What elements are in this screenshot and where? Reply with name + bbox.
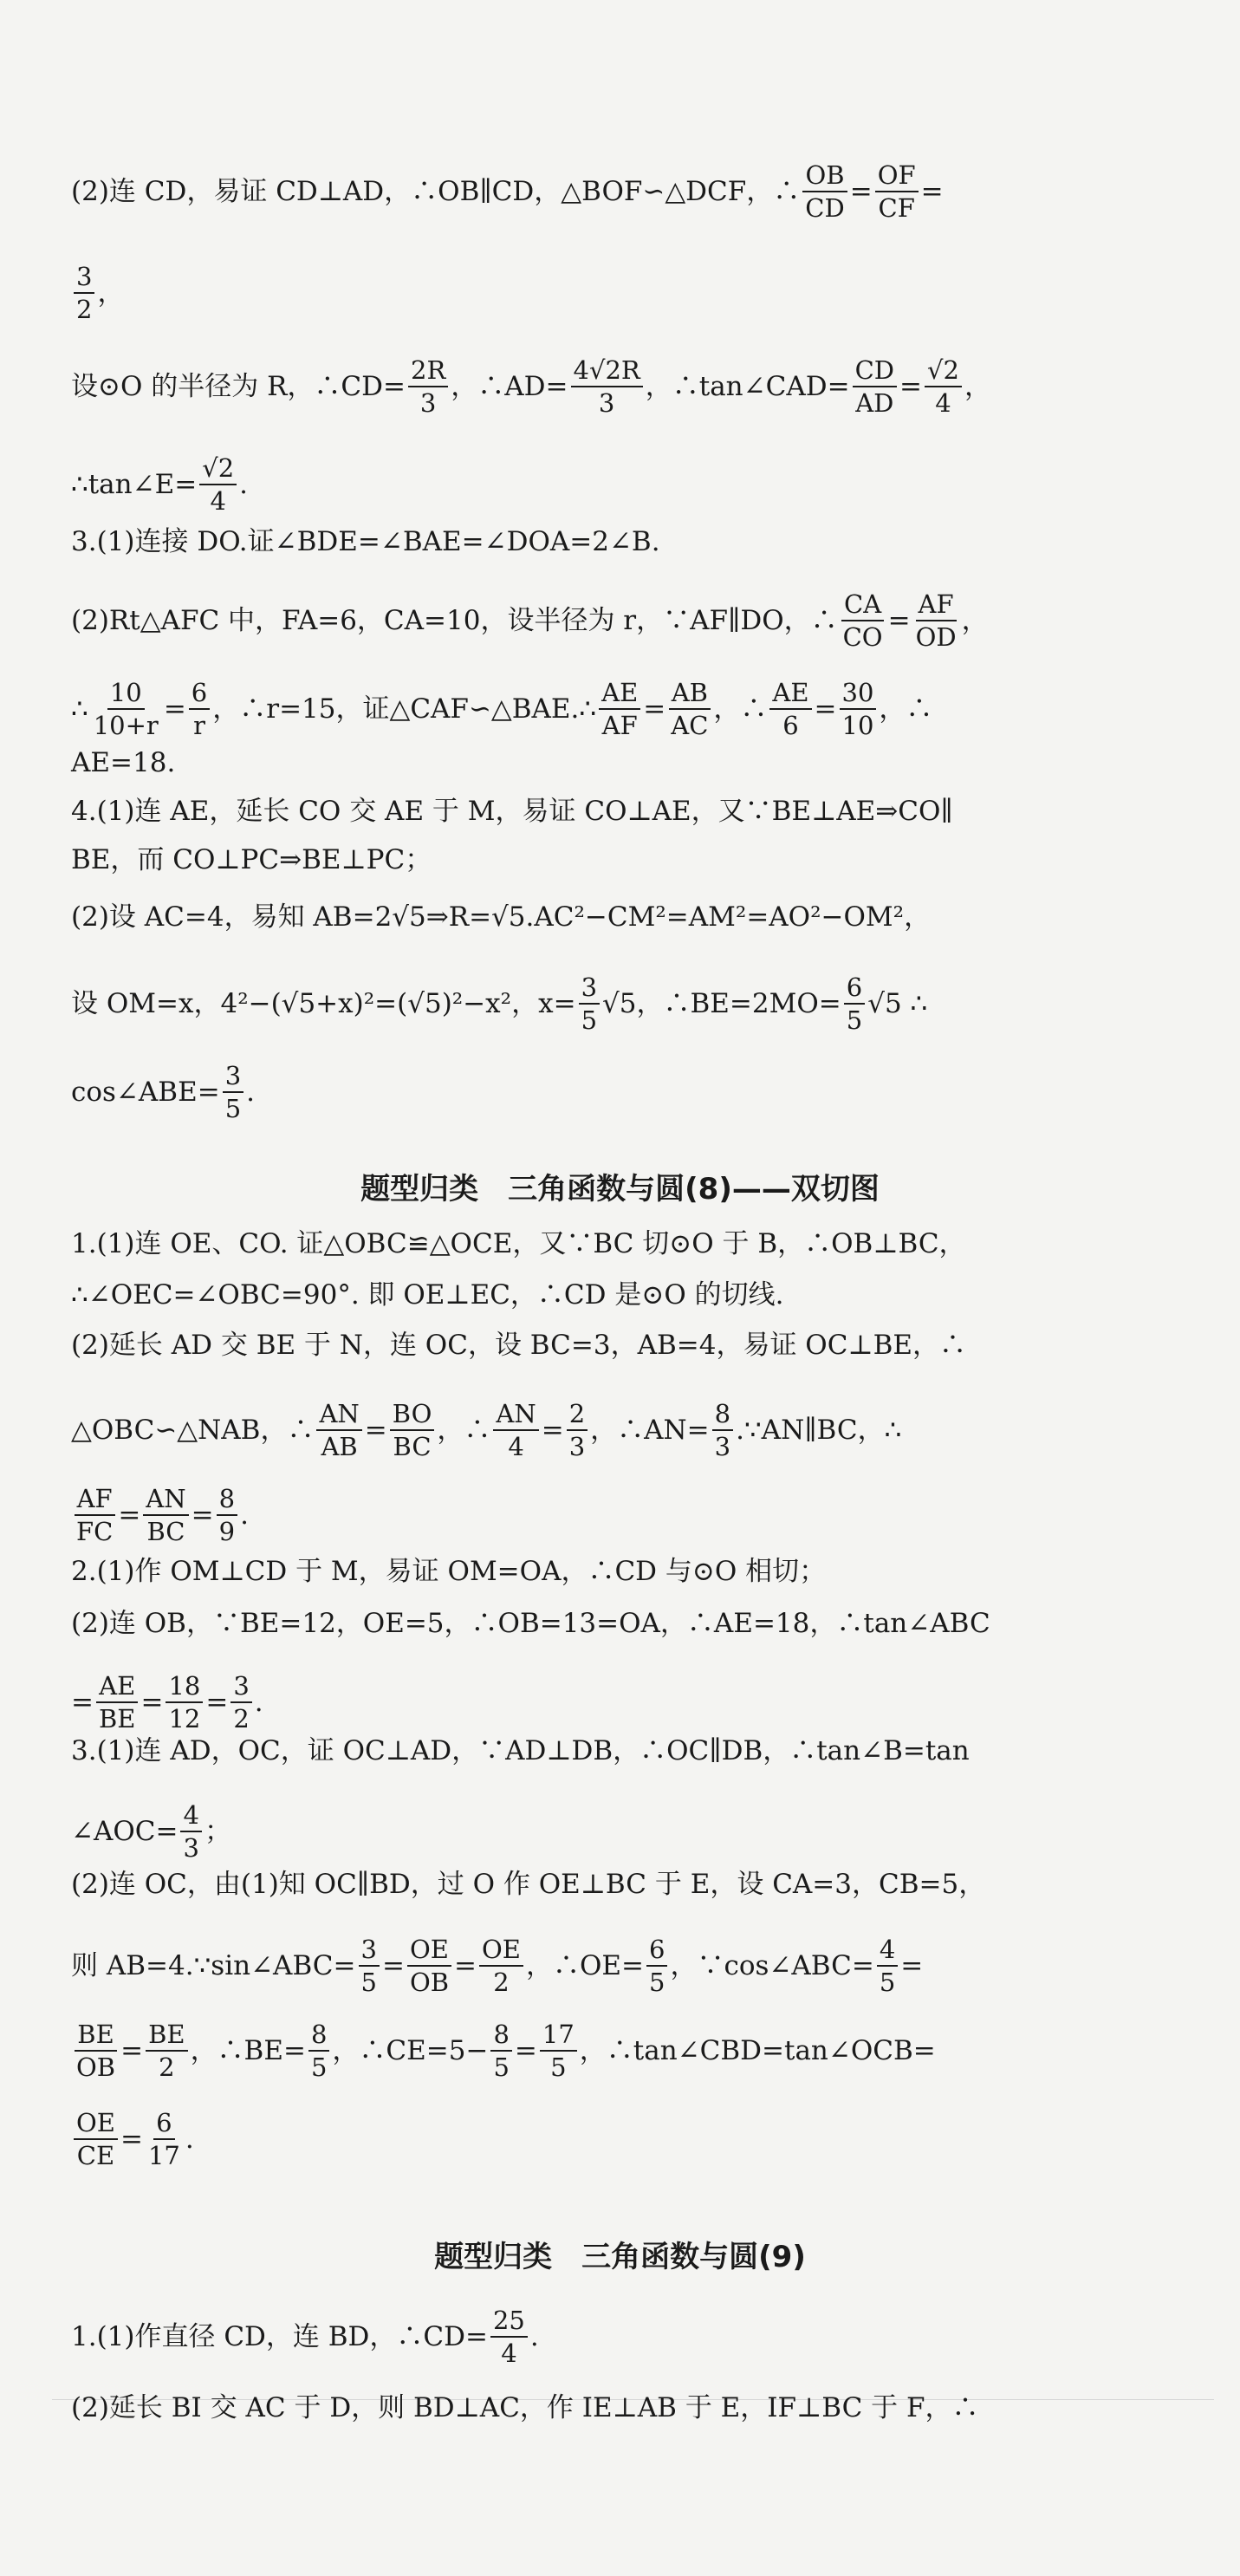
fraction-numerator: 3 <box>74 262 94 294</box>
text-segment: √5 ∴ <box>867 988 928 1019</box>
fraction-numerator: 8 <box>217 1484 237 1516</box>
fraction <box>925 355 962 418</box>
fraction-denominator: 3 <box>568 1432 586 1461</box>
fraction <box>712 1399 733 1461</box>
fraction-denominator: 12 <box>168 1704 201 1734</box>
text-segment: ，∴tan∠CAD= <box>645 371 850 402</box>
answer-line <box>71 1061 1136 1123</box>
fraction-numerator: √2 <box>925 355 962 387</box>
fraction <box>199 453 237 516</box>
answer-line <box>71 794 1136 829</box>
fraction-denominator: r <box>193 711 205 740</box>
fraction-numerator: 30 <box>840 678 877 710</box>
text-segment: 设⊙O 的半径为 R，∴CD= <box>71 371 406 402</box>
fraction-numerator: AB <box>669 678 711 710</box>
text-segment: (2)连 CD，易证 CD⊥AD，∴OB∥CD，△BOF∽△DCF，∴ <box>71 176 801 207</box>
text-segment: . <box>246 1077 255 1108</box>
fraction-numerator: 4 <box>877 1935 898 1967</box>
text-segment: ，∴OE= <box>525 1950 644 1981</box>
text-segment: (2)连 OC，由(1)知 OC∥BD，过 O 作 OE⊥BC 于 E，设 CA=3，CB=5， <box>71 1869 986 1900</box>
fraction-denominator: BC <box>393 1432 432 1461</box>
fraction-denominator: 6 <box>782 711 799 740</box>
fraction <box>230 1671 251 1734</box>
fraction <box>875 160 919 223</box>
fraction-numerator: 8 <box>712 1399 733 1431</box>
fraction-denominator: 4 <box>508 1432 524 1461</box>
fraction-denominator: OD <box>915 622 957 652</box>
fraction-numerator: BE <box>146 2020 187 2052</box>
fraction-numerator: AN <box>493 1399 538 1431</box>
fraction-denominator: 4 <box>210 486 226 516</box>
fraction-denominator: 5 <box>493 2052 510 2082</box>
fraction-numerator: 4√2R <box>571 355 643 387</box>
fraction-denominator: 3 <box>419 388 437 418</box>
text-segment: ，∴ <box>437 1415 491 1446</box>
fraction <box>74 2020 118 2082</box>
text-segment: . <box>239 469 249 500</box>
text-segment: . <box>529 2321 539 2352</box>
answer-line <box>71 2108 1136 2170</box>
fraction-denominator: 5 <box>846 1005 863 1035</box>
answer-line <box>71 1554 1136 1589</box>
answer-line <box>71 160 1136 223</box>
fraction-numerator: 4 <box>180 1800 201 1832</box>
text-segment: = <box>163 693 186 725</box>
fraction-numerator: √2 <box>199 453 237 485</box>
fraction <box>74 1484 115 1546</box>
answer-line <box>71 1399 1136 1461</box>
fraction-numerator: 6 <box>153 2108 174 2140</box>
fraction <box>96 1671 138 1734</box>
text-segment: 1.(1)作直径 CD，连 BD，∴CD= <box>71 2321 488 2352</box>
fraction-denominator: AF <box>601 711 638 740</box>
fraction-numerator: 2R <box>408 355 448 387</box>
fraction <box>490 2306 528 2368</box>
fraction <box>180 1800 201 1863</box>
fraction-denominator: 10+r <box>93 711 159 740</box>
answer-line <box>71 1800 1136 1863</box>
text-segment: = <box>887 605 911 636</box>
fraction <box>407 1935 451 1997</box>
fraction-numerator: CD <box>853 355 897 387</box>
fraction-numerator: 6 <box>844 973 865 1005</box>
text-segment: BE，而 CO⊥PC⇒BE⊥PC； <box>71 844 432 875</box>
fraction <box>166 1671 203 1734</box>
fraction-denominator: AD <box>855 388 894 418</box>
text-segment: ，∴ <box>713 693 768 725</box>
text-segment: ，∴tan∠CBD=tan∠OCB= <box>579 2035 936 2066</box>
fraction <box>599 678 640 740</box>
fraction-numerator: 6 <box>189 678 210 710</box>
answer-line <box>71 453 1136 516</box>
answer-line <box>71 1328 1136 1363</box>
text-segment: (2)设 AC=4，易知 AB=2√5⇒R=√5.AC²−CM²=AM²=AO²−OM²， <box>71 901 932 933</box>
fraction-numerator: AF <box>75 1484 115 1516</box>
text-segment: ， <box>97 277 125 309</box>
fraction <box>571 355 643 418</box>
fraction-denominator: CE <box>76 2141 115 2170</box>
text-segment: = <box>920 176 944 207</box>
fraction <box>189 678 210 740</box>
fraction-numerator: AN <box>316 1399 361 1431</box>
answer-line <box>71 1734 1136 1768</box>
fraction <box>408 355 448 418</box>
text-segment: 则 AB=4.∵sin∠ABC= <box>71 1950 356 1981</box>
text-segment: (2)Rt△AFC 中，FA=6，CA=10，设半径为 r，∵AF∥DO，∴ <box>71 605 838 636</box>
fraction <box>540 2020 577 2082</box>
text-segment: = <box>899 371 922 402</box>
fraction-numerator: 3 <box>579 973 600 1005</box>
fraction-denominator: 2 <box>233 1704 250 1734</box>
fraction-denominator: 5 <box>649 1968 665 1997</box>
text-segment: ，∵cos∠ABC= <box>670 1950 874 1981</box>
text-segment: cos∠ABE= <box>71 1077 220 1108</box>
fraction-numerator: AE <box>769 678 811 710</box>
section-heading-8: 题型归类 三角函数与圆(8)——双切图 <box>360 1172 880 1207</box>
fraction-denominator: CD <box>805 193 845 223</box>
text-segment: 3.(1)连 AD，OC，证 OC⊥AD，∵AD⊥DB，∴OC∥DB，∴tan∠B=tan <box>71 1735 970 1766</box>
answer-line <box>71 355 1136 418</box>
fraction <box>490 2020 511 2082</box>
text-segment: = <box>364 1415 387 1446</box>
fraction <box>91 678 161 740</box>
text-segment: ，∴AD= <box>451 371 568 402</box>
text-segment: ∴ <box>71 693 88 725</box>
fraction-denominator: 9 <box>218 1517 236 1546</box>
fraction-denominator: 10 <box>841 711 874 740</box>
answer-line <box>71 2391 1136 2425</box>
fraction-denominator: OB <box>76 2052 116 2082</box>
fraction <box>668 678 711 740</box>
fraction <box>769 678 811 740</box>
text-segment: 设 OM=x，4²−(√5+x)²=(√5)²−x²，x= <box>71 988 576 1019</box>
text-segment: ， <box>961 605 989 636</box>
fraction <box>853 355 897 418</box>
fraction-denominator: 5 <box>360 1968 377 1997</box>
text-segment: ； <box>204 1816 231 1847</box>
fraction-denominator: 5 <box>581 1005 598 1035</box>
answer-line <box>71 1867 1136 1902</box>
text-segment: = <box>849 176 873 207</box>
text-segment: = <box>454 1950 477 1981</box>
text-segment: AE=18. <box>71 747 176 778</box>
fraction-denominator: CO <box>842 622 883 652</box>
text-segment: ，∴r=15，证△CAF∽△BAE.∴ <box>212 693 597 725</box>
fraction-denominator: AC <box>671 711 709 740</box>
fraction-numerator: 25 <box>490 2306 528 2338</box>
fraction-denominator: 5 <box>879 1968 896 1997</box>
fraction-denominator: FC <box>76 1517 114 1546</box>
text-segment: ，∴BE= <box>190 2035 306 2066</box>
fraction <box>840 678 877 740</box>
text-segment: 3.(1)连接 DO.证∠BDE=∠BAE=∠DOA=2∠B. <box>71 526 660 557</box>
text-segment: ，∴AN= <box>590 1415 710 1446</box>
answer-line <box>71 2306 1136 2368</box>
text-segment: ，∴CE=5− <box>332 2035 489 2066</box>
answer-line <box>71 524 1136 559</box>
fraction-denominator: 5 <box>310 2052 328 2082</box>
answer-line <box>71 1484 1136 1546</box>
fraction <box>146 2020 187 2082</box>
answer-line <box>71 973 1136 1035</box>
text-segment: . <box>254 1687 263 1718</box>
fraction-numerator: 8 <box>308 2020 329 2052</box>
text-segment: .∵AN∥BC，∴ <box>736 1415 902 1446</box>
text-segment: ， <box>964 371 991 402</box>
fraction <box>579 973 600 1035</box>
fraction <box>841 589 886 652</box>
fraction-numerator: OE <box>74 2108 118 2140</box>
text-segment: √5，∴BE=2MO= <box>602 988 841 1019</box>
fraction <box>913 589 959 652</box>
fraction-denominator: BE <box>98 1704 136 1734</box>
fraction-denominator: 2 <box>493 1968 510 1997</box>
answer-line <box>71 589 1136 652</box>
text-segment: = <box>814 693 837 725</box>
fraction-denominator: 3 <box>183 1833 199 1863</box>
fraction-numerator: 2 <box>567 1399 588 1431</box>
fraction <box>74 2108 118 2170</box>
fraction-denominator: 2 <box>76 295 93 324</box>
fraction-numerator: AF <box>916 589 957 621</box>
fraction-numerator: AN <box>143 1484 188 1516</box>
text-segment: ，∴ <box>879 693 933 725</box>
answer-line <box>71 1278 1136 1312</box>
text-segment: ∴∠OEC=∠OBC=90°. 即 OE⊥EC，∴CD 是⊙O 的切线. <box>71 1279 784 1311</box>
fraction-numerator: BO <box>390 1399 435 1431</box>
text-segment: △OBC∽△NAB，∴ <box>71 1415 315 1446</box>
fraction <box>74 262 94 324</box>
fraction-denominator: 5 <box>224 1094 242 1123</box>
text-segment: = <box>191 1499 214 1531</box>
fraction-denominator: 17 <box>147 2141 180 2170</box>
text-segment: (2)延长 BI 交 AC 于 D，则 BD⊥AC，作 IE⊥AB 于 E，IF⊥BC 于 F，∴ <box>71 2392 979 2423</box>
fraction-numerator: OF <box>875 160 919 192</box>
fraction-numerator: OE <box>407 1935 451 1967</box>
fraction <box>359 1935 380 1997</box>
text-segment: ∴tan∠E= <box>71 469 198 500</box>
fraction <box>567 1399 588 1461</box>
fraction <box>390 1399 435 1461</box>
fraction-numerator: BE <box>75 2020 116 2052</box>
answer-line <box>71 842 1136 877</box>
fraction-denominator: 4 <box>935 388 951 418</box>
fraction-denominator: 3 <box>714 1432 731 1461</box>
fraction-denominator: 2 <box>159 2052 175 2082</box>
fraction-denominator: BC <box>146 1517 185 1546</box>
fraction-denominator: AB <box>321 1432 358 1461</box>
fraction-denominator: CF <box>878 193 915 223</box>
fraction-numerator: 8 <box>490 2020 511 2052</box>
fraction <box>223 1061 243 1123</box>
fraction <box>877 1935 898 1997</box>
fraction <box>479 1935 523 1997</box>
fraction-numerator: 18 <box>166 1671 203 1703</box>
text-segment: = <box>140 1687 164 1718</box>
text-segment: = <box>118 1499 141 1531</box>
fraction-numerator: OE <box>479 1935 523 1967</box>
fraction <box>146 2108 183 2170</box>
fraction-denominator: OB <box>409 1968 450 1997</box>
fraction <box>308 2020 329 2082</box>
text-segment: = <box>900 1950 924 1981</box>
fraction-numerator: 3 <box>230 1671 251 1703</box>
answer-line <box>71 1935 1136 1997</box>
fraction <box>316 1399 361 1461</box>
fraction-numerator: 3 <box>359 1935 380 1967</box>
text-segment: = <box>541 1415 564 1446</box>
text-segment: = <box>205 1687 229 1718</box>
fraction-numerator: 3 <box>223 1061 243 1093</box>
text-segment: = <box>643 693 666 725</box>
fraction <box>217 1484 237 1546</box>
fraction-denominator: 4 <box>501 2339 517 2368</box>
fraction-numerator: 6 <box>646 1935 667 1967</box>
text-segment: . <box>185 2124 194 2155</box>
answer-line <box>71 1606 1136 1641</box>
text-segment: 1.(1)连 OE、CO. 证△OBC≌△OCE，又∵BC 切⊙O 于 B，∴OB⊥BC， <box>71 1228 966 1259</box>
answer-line <box>71 678 1136 740</box>
text-segment: (2)延长 AD 交 BE 于 N，连 OC，设 BC=3，AB=4，易证 OC⊥BE，∴ <box>71 1330 966 1361</box>
text-segment: 4.(1)连 AE，延长 CO 交 AE 于 M，易证 CO⊥AE，又∵BE⊥AE⇒CO∥ <box>71 796 953 827</box>
answer-line <box>71 900 1136 934</box>
text-segment: = <box>120 2124 143 2155</box>
fraction <box>802 160 847 223</box>
answer-line <box>71 2020 1136 2082</box>
text-segment: = <box>514 2035 537 2066</box>
fraction-numerator: OB <box>802 160 847 192</box>
answer-line <box>71 1671 1136 1734</box>
text-segment: . <box>240 1499 249 1531</box>
text-segment: = <box>71 1687 94 1718</box>
fraction <box>493 1399 538 1461</box>
fraction <box>844 973 865 1035</box>
section-heading-9: 题型归类 三角函数与圆(9) <box>434 2240 806 2274</box>
fraction-numerator: AE <box>96 1671 138 1703</box>
fraction-numerator: 17 <box>540 2020 577 2052</box>
text-segment: = <box>381 1950 405 1981</box>
fraction <box>646 1935 667 1997</box>
text-segment: = <box>120 2035 144 2066</box>
text-segment: 2.(1)作 OM⊥CD 于 M，易证 OM=OA，∴CD 与⊙O 相切； <box>71 1556 827 1587</box>
text-segment: ∠AOC= <box>71 1816 179 1847</box>
fraction-numerator: CA <box>841 589 884 621</box>
fraction-denominator: 5 <box>550 2052 567 2082</box>
fraction-denominator: 3 <box>598 388 615 418</box>
answer-line <box>71 262 1136 324</box>
fraction-numerator: AE <box>599 678 640 710</box>
fraction-numerator: 10 <box>107 678 145 710</box>
answer-line <box>71 745 1136 780</box>
fraction <box>143 1484 188 1546</box>
answer-line <box>71 1226 1136 1261</box>
text-segment: (2)连 OB，∵BE=12，OE=5，∴OB=13=OA，∴AE=18，∴tan∠ABC <box>71 1608 990 1639</box>
